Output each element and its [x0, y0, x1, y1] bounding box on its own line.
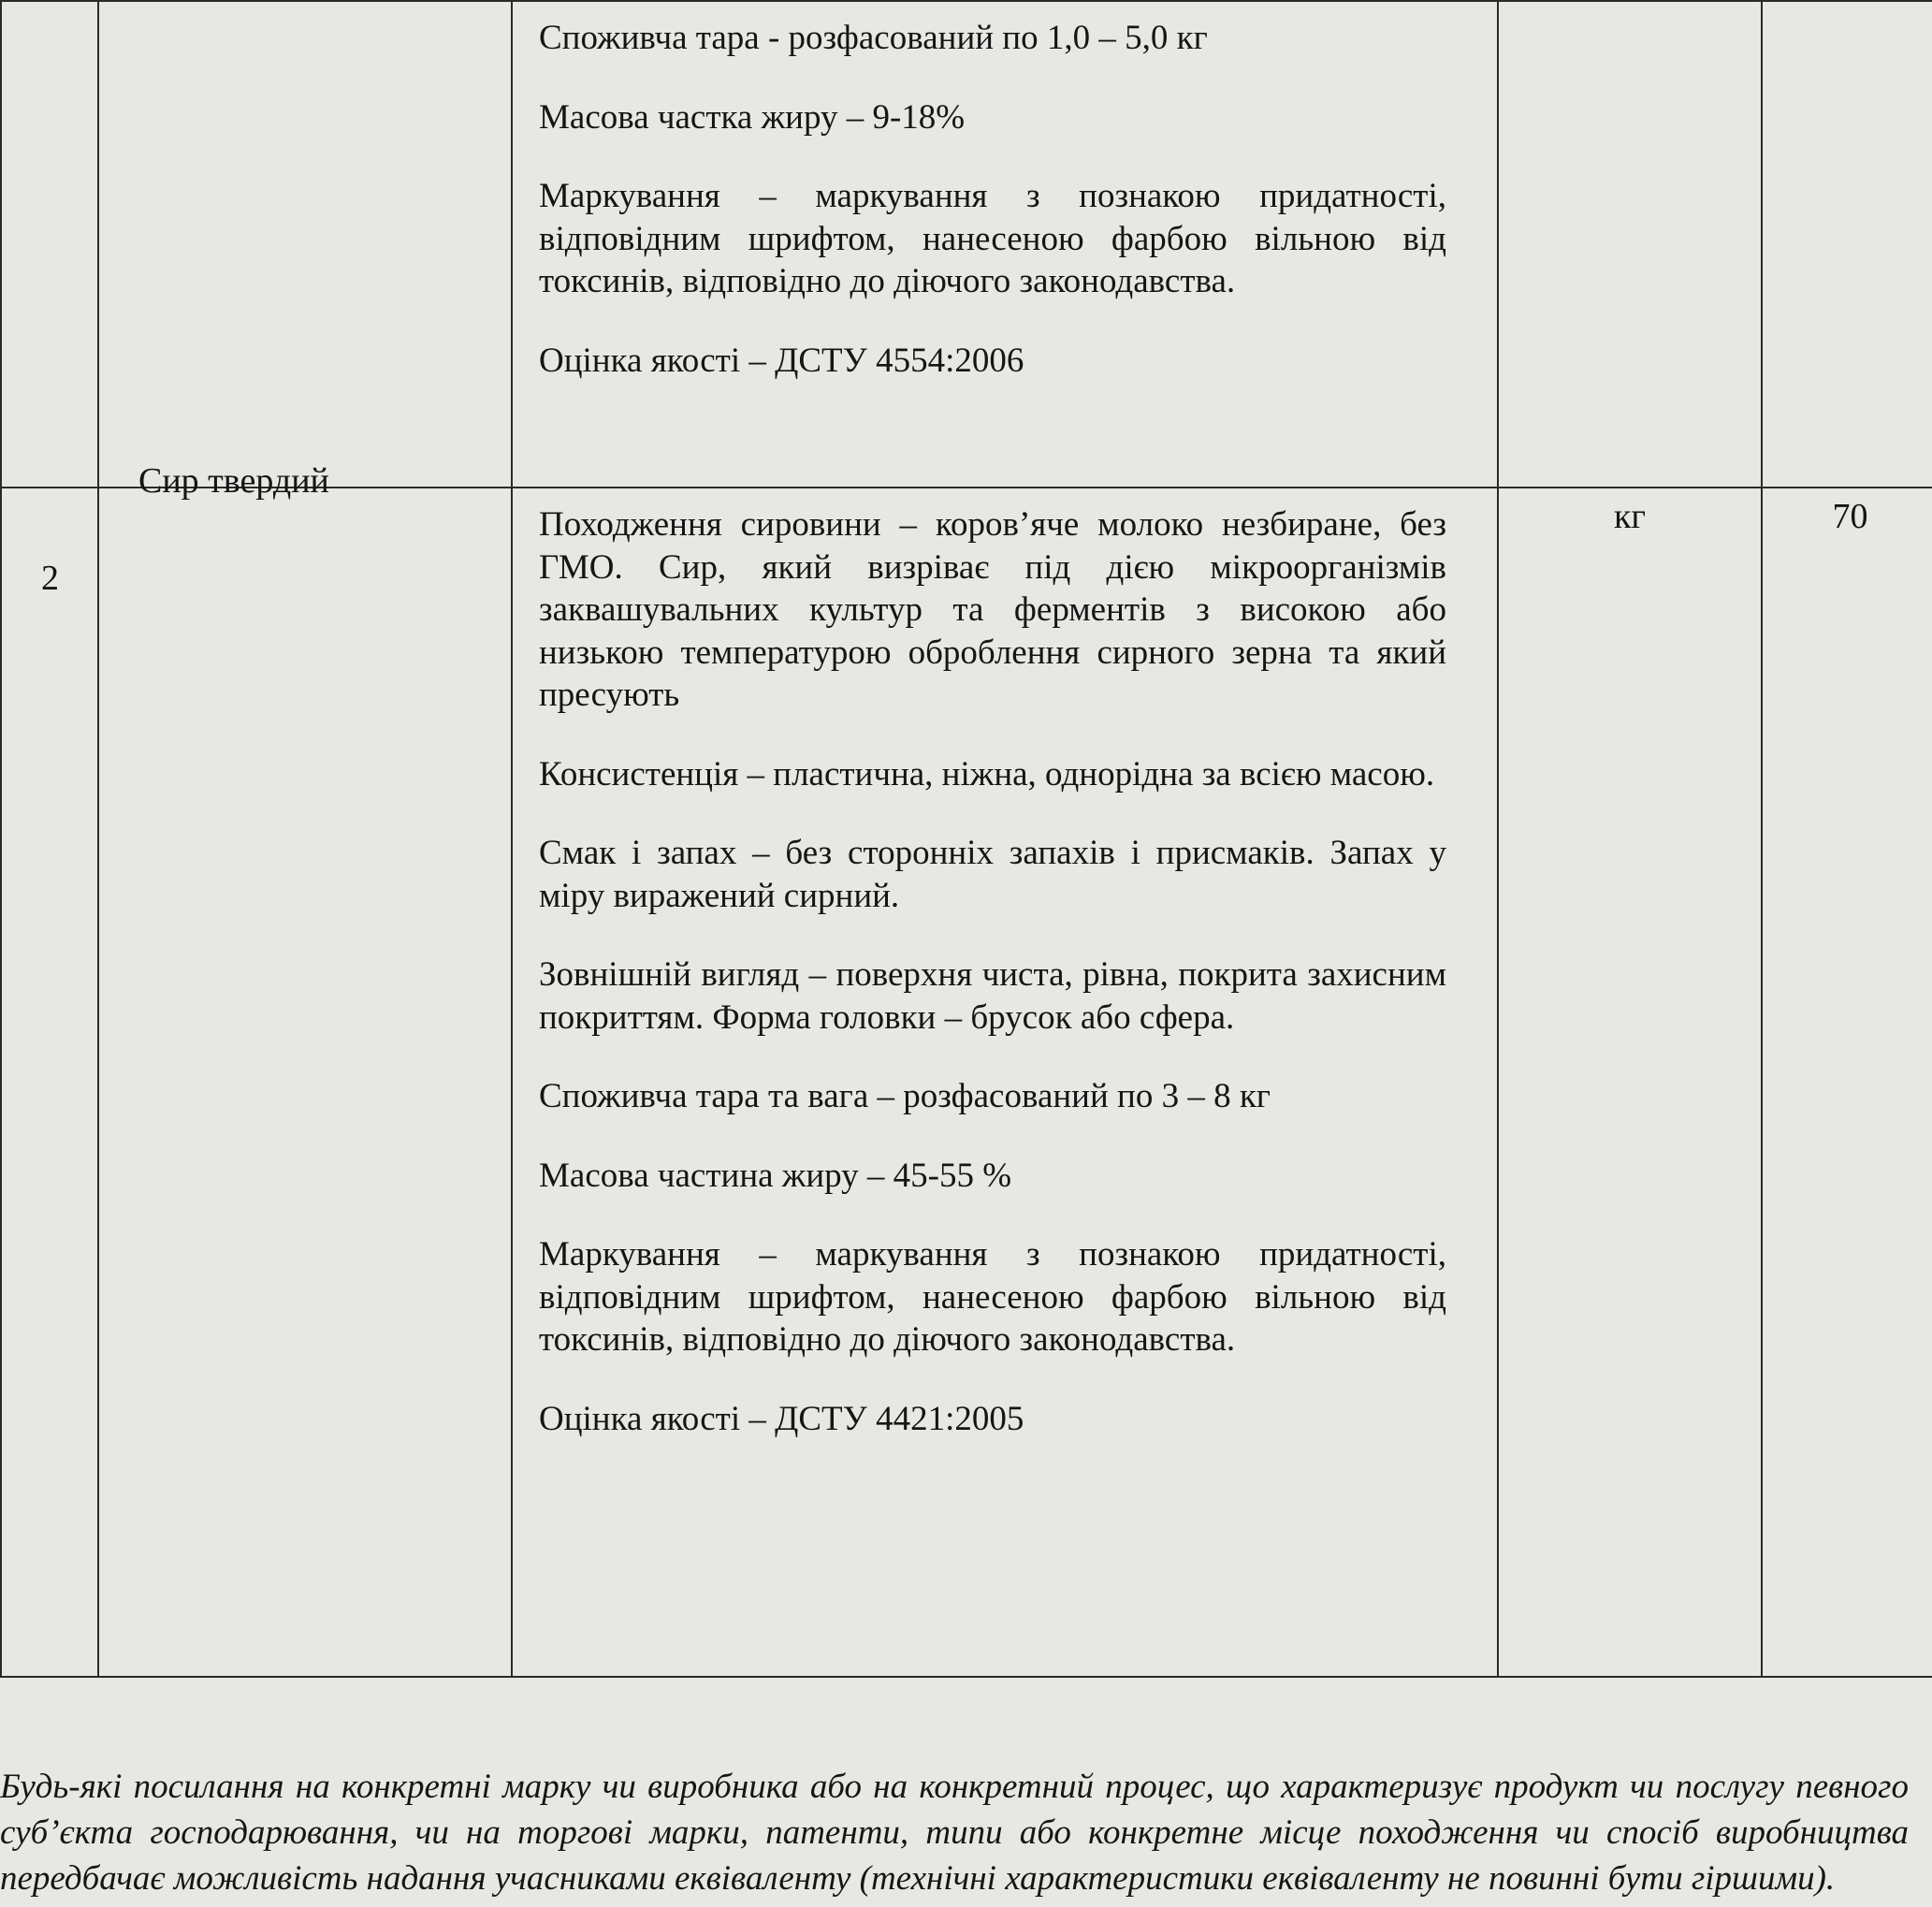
description-paragraph: Зовнішній вигляд – поверхня чиста, рівна, покрита захисним покриттям. Форма головки – брусок або сфера.	[539, 955, 1446, 1037]
description-paragraph: Масова частка жиру – 9-18%	[539, 97, 966, 137]
description-paragraph: Споживча тара та вага – розфасований по 3 – 8 кг	[539, 1077, 1271, 1115]
description-paragraph: Походження сировини – коров’яче молоко незбиране, без ГМО. Сир, який визріває під дією мікроорганізмів заквашувальних культур та ферментів з високою або низькою температурою оброблення сирного зерна та який пресують	[539, 505, 1446, 714]
description-paragraph: Споживча тара - розфасований по 1,0 – 5,0 кг	[539, 19, 1208, 57]
description-paragraph: Маркування – маркування з познакою придатності, відповідним шрифтом, нанесеною фарбою вільною від токсинів, відповідно до діючого законодавства.	[539, 1235, 1446, 1359]
table-row	[1, 488, 1932, 1677]
unit-cell	[1498, 488, 1762, 1677]
description-paragraph: Масова частина жиру – 45-55 %	[539, 1156, 1012, 1195]
row-number-cell	[1, 488, 98, 1677]
description-paragraph: Смак і запах – без сторонніх запахів і присмаків. Запах у міру виражений сирний.	[539, 834, 1446, 915]
product-name-cell	[98, 461, 512, 1677]
description-paragraph: Консистенція – пластична, ніжна, однорідна за всією масою.	[539, 754, 1435, 793]
row-number: 2	[41, 559, 59, 598]
unit: кг	[1613, 497, 1647, 536]
description-paragraph: Оцінка якості – ДСТУ 4554:2006	[539, 341, 1024, 380]
row-number	[2, 2, 97, 71]
quantity	[1763, 2, 1932, 9]
footnote: Будь-які посилання на конкретні марку чи виробника або на конкретний процес, що характеризує продукт чи послугу певного суб’єкта господарювання, чи на торгові марки, патенти, типи або конкретне місце походження чи спосіб виробництва передбачає можливість надання учасниками еквіваленту (технічні характеристики еквіваленту не повинні бути гіршими).	[0, 1768, 1909, 1898]
description-cell	[512, 1, 1498, 488]
product-name: Сир твердий	[138, 461, 329, 501]
quantity-cell	[1762, 488, 1932, 1677]
description-cell	[512, 488, 1498, 1677]
description-paragraph: Оцінка якості – ДСТУ 4421:2005	[539, 1399, 1024, 1438]
quantity-cell	[1762, 1, 1932, 488]
product-name-cell	[98, 1, 512, 488]
unit	[1499, 2, 1761, 9]
row-number-cell	[1, 1, 98, 488]
description-paragraph: Маркування – маркування з познакою придатності, відповідним шрифтом, нанесеною фарбою вільною від токсинів, відповідно до діючого законодавства.	[539, 177, 1446, 300]
unit-cell	[1498, 1, 1762, 488]
quantity: 70	[1832, 497, 1868, 536]
table-row	[1, 1, 1932, 488]
